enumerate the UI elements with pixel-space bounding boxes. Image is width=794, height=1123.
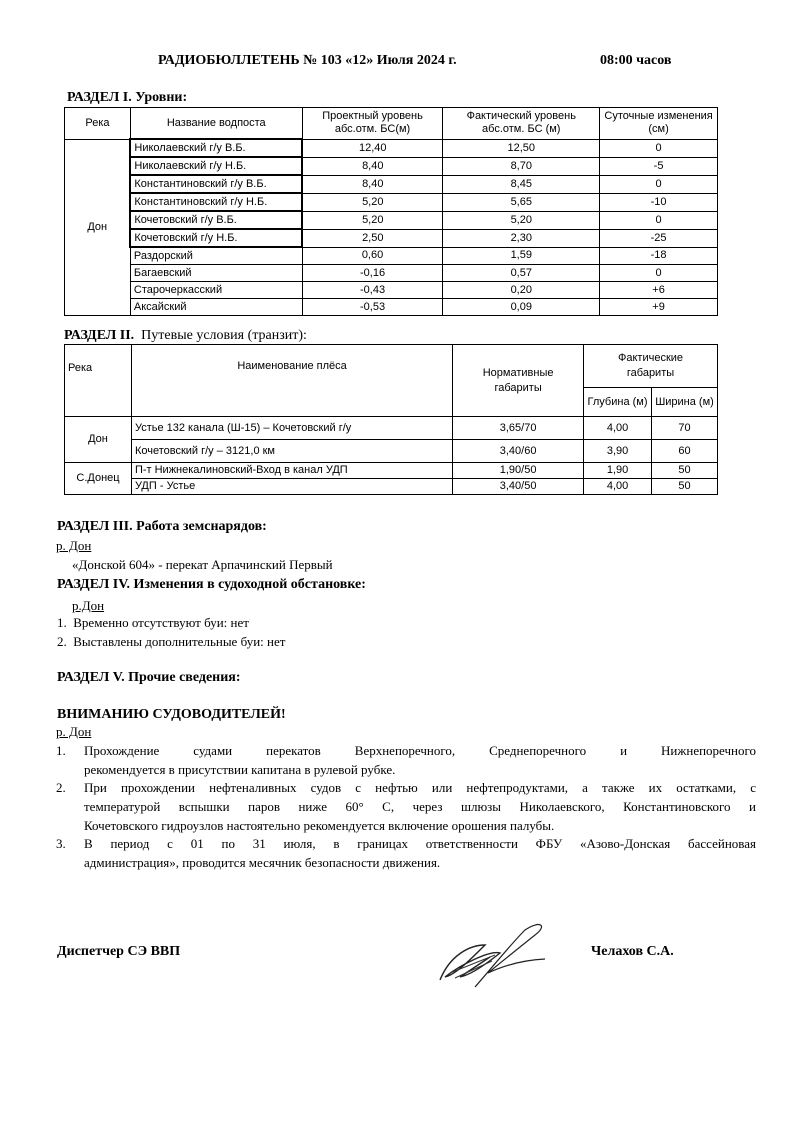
- text-line: Кочетовского гидроузлов настоятельно рекомендуется включение орошения палубы.: [84, 818, 555, 833]
- bulletin-title: РАДИОБЮЛЛЕТЕНЬ № 103 «12» Июля 2024 г.: [158, 53, 457, 68]
- depth-cell: 3,90: [584, 440, 652, 463]
- table-row: [65, 417, 718, 440]
- reach-cell: Устье 132 канала (Ш-15) – Кочетовский г/у: [131, 417, 452, 440]
- norm-cell: 1,90/50: [453, 463, 584, 479]
- levels-table: [64, 107, 718, 316]
- text-line: В период с 01 по 31 июля, в границах ответственности ФБУ «Азово-Донская бассейновая: [84, 836, 756, 851]
- text-line: температурой вспышки паров ниже 60° С, через шлюзы Николаевского, Константиновского и: [84, 799, 756, 814]
- attention-title: ВНИМАНИЮ СУДОВОДИТЕЛЕЙ!: [57, 707, 286, 722]
- width-cell: 70: [652, 417, 718, 440]
- table-row: [65, 440, 718, 463]
- reach-cell: УДП - Устье: [131, 479, 452, 495]
- section2-title-bold: РАЗДЕЛ II.: [64, 328, 135, 343]
- signature-image: [430, 915, 560, 995]
- project-cell: 5,20: [302, 211, 443, 229]
- text-line: рекомендуется в присутствии капитана в рулевой рубке.: [84, 762, 396, 777]
- post-cell: Кочетовский г/у Н.Б.: [130, 229, 302, 247]
- section4-river: р.Дон: [72, 598, 105, 613]
- change-cell: +6: [600, 282, 718, 299]
- list-number: 1.: [57, 615, 67, 630]
- change-cell: 0: [600, 139, 718, 157]
- section2-title-rest: Путевые условия (транзит):: [141, 328, 307, 343]
- signature-stroke: [440, 945, 500, 980]
- dispatcher-label: Диспетчер СЭ ВВП: [57, 944, 181, 959]
- table-row: [65, 265, 718, 282]
- project-cell: -0,16: [302, 265, 443, 282]
- actual-cell: 0,20: [443, 282, 600, 299]
- project-cell: -0,43: [302, 282, 443, 299]
- post-cell: Константиновский г/у Н.Б.: [130, 193, 302, 211]
- post-cell: Старочеркасский: [130, 282, 302, 299]
- list-number: 1.: [56, 743, 66, 758]
- list-text: [84, 778, 756, 835]
- project-cell: 0,60: [302, 247, 443, 265]
- col-change: Суточные изменения (см): [600, 108, 718, 140]
- actual-cell: 5,20: [443, 211, 600, 229]
- list-number: 3.: [56, 836, 66, 851]
- table-row: [65, 247, 718, 265]
- section4-title: РАЗДЕЛ IV. Изменения в судоходной обстановке:: [57, 577, 366, 592]
- width-cell: 50: [652, 479, 718, 495]
- table-row: [65, 157, 718, 175]
- transit-table: [64, 344, 718, 495]
- text-line: администрация», проводится месячник безопасности движения.: [84, 855, 441, 870]
- table-row: [65, 211, 718, 229]
- section2-title: [64, 328, 307, 344]
- signature-stroke: [475, 925, 545, 987]
- actual-cell: 1,59: [443, 247, 600, 265]
- post-cell: Константиновский г/у В.Б.: [130, 175, 302, 193]
- list-item: [56, 834, 756, 872]
- list-item: [56, 741, 756, 779]
- col-post: Название водпоста: [130, 108, 302, 140]
- norm-cell: 3,40/50: [453, 479, 584, 495]
- list-number: 2.: [56, 780, 66, 795]
- post-cell: Кочетовский г/у В.Б.: [130, 211, 302, 229]
- project-cell: 5,20: [302, 193, 443, 211]
- actual-cell: 5,65: [443, 193, 600, 211]
- norm-cell: 3,40/60: [453, 440, 584, 463]
- river-cell: С.Донец: [65, 463, 132, 495]
- col-actual: Фактический уровень абс.отм. БС (м): [443, 108, 600, 140]
- dispatcher-name: Челахов С.А.: [591, 944, 674, 959]
- actual-cell: 12,50: [443, 139, 600, 157]
- project-cell: 8,40: [302, 157, 443, 175]
- list-number: 2.: [57, 634, 67, 649]
- transit-header-row: [65, 345, 718, 388]
- list-text: [84, 834, 756, 872]
- dredger-item: «Донской 604» - перекат Арпачинский Первый: [72, 557, 333, 572]
- change-cell: -5: [600, 157, 718, 175]
- change-cell: 0: [600, 265, 718, 282]
- river-cell: Дон: [65, 417, 132, 463]
- section5-title: РАЗДЕЛ V. Прочие сведения:: [57, 670, 241, 685]
- actual-cell: 0,57: [443, 265, 600, 282]
- col-width: Ширина (м): [652, 388, 718, 417]
- section3-title: РАЗДЕЛ III. Работа земснарядов:: [57, 519, 267, 534]
- change-cell: 0: [600, 175, 718, 193]
- depth-cell: 1,90: [584, 463, 652, 479]
- width-cell: 60: [652, 440, 718, 463]
- width-cell: 50: [652, 463, 718, 479]
- table-row: [65, 282, 718, 299]
- depth-cell: 4,00: [584, 417, 652, 440]
- change-cell: -25: [600, 229, 718, 247]
- project-cell: 8,40: [302, 175, 443, 193]
- col-depth: Глубина (м): [584, 388, 652, 417]
- post-cell: Раздорский: [130, 247, 302, 265]
- col-reach: Наименование плёса: [131, 345, 452, 417]
- post-cell: Николаевский г/у В.Б.: [130, 139, 302, 157]
- list-item: [57, 615, 249, 631]
- river-cell: Дон: [65, 139, 131, 316]
- change-cell: +9: [600, 299, 718, 316]
- col-river: Река: [65, 345, 132, 417]
- bulletin-header: [158, 53, 672, 69]
- depth-cell: 4,00: [584, 479, 652, 495]
- table-row: [65, 299, 718, 316]
- actual-cell: 0,09: [443, 299, 600, 316]
- list-item: [57, 634, 285, 650]
- post-cell: Аксайский: [130, 299, 302, 316]
- table-row: [65, 139, 718, 157]
- list-text: Временно отсутствуют буи: нет: [73, 615, 249, 630]
- list-text: Выставлены дополнительные буи: нет: [73, 634, 286, 649]
- col-norm: Нормативные габариты: [453, 345, 584, 417]
- change-cell: -18: [600, 247, 718, 265]
- levels-table-header: [65, 108, 718, 140]
- post-cell: Багаевский: [130, 265, 302, 282]
- actual-cell: 8,70: [443, 157, 600, 175]
- norm-cell: 3,65/70: [453, 417, 584, 440]
- table-row: [65, 175, 718, 193]
- list-item: [56, 778, 756, 835]
- table-row: [65, 193, 718, 211]
- attention-river: р. Дон: [56, 724, 92, 739]
- change-cell: 0: [600, 211, 718, 229]
- text-line: Прохождение судами перекатов Верхнепоречного, Среднепоречного и Нижнепоречного: [84, 743, 756, 758]
- table-row: [65, 463, 718, 479]
- actual-cell: 8,45: [443, 175, 600, 193]
- table-row: [65, 229, 718, 247]
- table-row: [65, 479, 718, 495]
- project-cell: 2,50: [302, 229, 443, 247]
- list-text: [84, 741, 756, 779]
- col-river: Река: [65, 108, 131, 140]
- reach-cell: П-т Нижнекалиновский-Вход в канал УДП: [131, 463, 452, 479]
- col-fact: Фактические габариты: [584, 345, 718, 388]
- col-project: Проектный уровень абс.отм. БС(м): [302, 108, 443, 140]
- project-cell: 12,40: [302, 139, 443, 157]
- project-cell: -0,53: [302, 299, 443, 316]
- section1-title: РАЗДЕЛ I. Уровни:: [67, 90, 188, 105]
- section3-river: р. Дон: [56, 538, 92, 553]
- change-cell: -10: [600, 193, 718, 211]
- post-cell: Николаевский г/у Н.Б.: [130, 157, 302, 175]
- reach-cell: Кочетовский г/у – 3121,0 км: [131, 440, 452, 463]
- actual-cell: 2,30: [443, 229, 600, 247]
- bulletin-time: 08:00 часов: [600, 53, 672, 68]
- text-line: При прохождении нефтеналивных судов с нефтью или нефтепродуктами, а также их остатками, с: [84, 780, 756, 795]
